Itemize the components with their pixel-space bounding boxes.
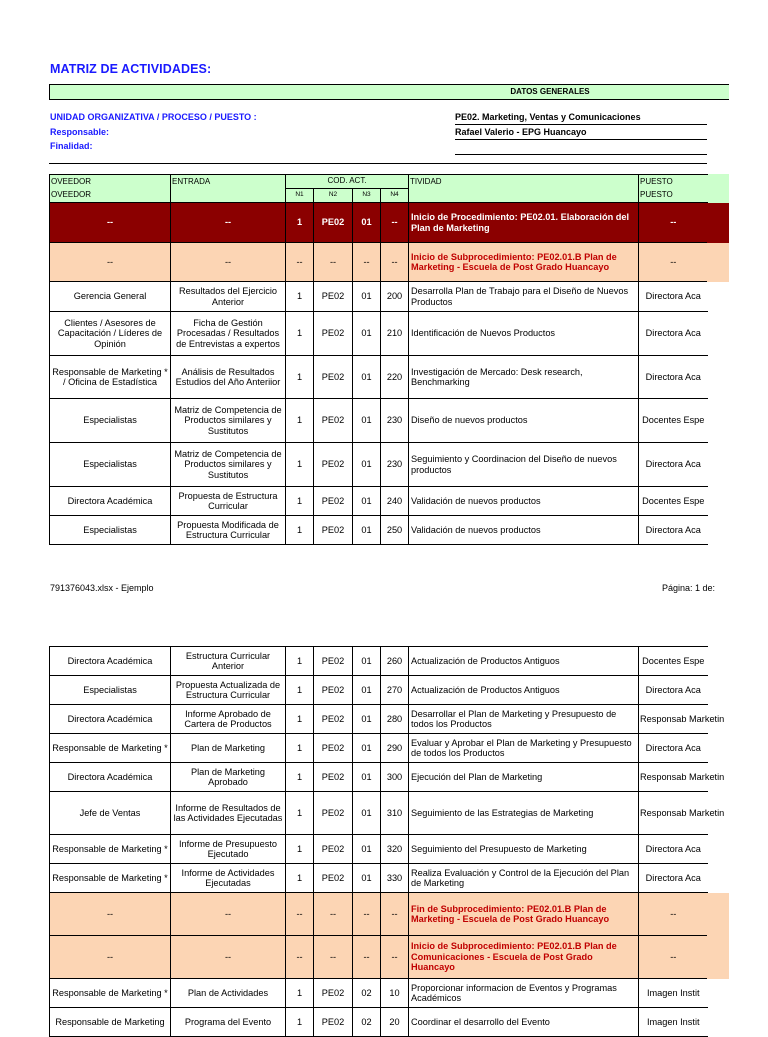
table-row [50,676,708,705]
proveedor-cell: Clientes / Asesores de Capacitación / Líderes de Opinión [50,312,171,356]
puesto-cell: Directora Aca [639,734,708,763]
n4-cell: 280 [381,705,409,734]
n2-cell: PE02 [314,1008,353,1037]
header-n4: N4 [381,189,409,203]
puesto-cell: Directora Aca [639,356,708,399]
n2-cell: PE02 [314,443,353,487]
responsable-value: Rafael Valerio - EPG Huancayo [455,127,587,137]
n4-cell: 240 [381,487,409,516]
header-n3: N3 [353,189,381,203]
n3-cell: 01 [353,676,381,705]
n3-cell: 01 [353,763,381,792]
n2-cell: PE02 [314,792,353,835]
puesto-cell: Directora Aca [639,312,708,356]
puesto-cell: Directora Aca [639,443,708,487]
n4-cell: -- [381,243,409,282]
n3-cell: 01 [353,792,381,835]
n4-cell: 270 [381,676,409,705]
n4-cell: 20 [381,1008,409,1037]
n2-cell: PE02 [314,312,353,356]
table-row [50,399,708,443]
proveedor-cell: Jefe de Ventas [50,792,171,835]
table-row [50,936,708,979]
n2-cell: PE02 [314,864,353,893]
actividad-cell: Seguimiento de las Estrategias de Marketing [409,792,639,835]
proveedor-cell: -- [50,203,171,243]
unidad-value: PE02. Marketing, Ventas y Comunicaciones [455,112,641,122]
actividad-cell: Investigación de Mercado: Desk research, Benchmarking [409,356,639,399]
header-entrada: ENTRADA [171,175,286,189]
n3-cell: 02 [353,979,381,1008]
entrada-cell: Plan de Marketing [171,734,286,763]
n3-cell: -- [353,243,381,282]
puesto-cell: Imagen Instit [639,979,708,1008]
table-row [50,203,708,243]
actividad-cell: Inicio de Subprocedimiento: PE02.01.B Plan de Marketing - Escuela de Post Grado Huancayo [409,243,639,282]
actividad-cell: Fin de Subprocedimiento: PE02.01.B Plan de Marketing - Escuela de Post Grado Huancayo [409,893,639,936]
n2-cell: PE02 [314,763,353,792]
actividad-cell: Evaluar y Aprobar el Plan de Marketing y Presupuesto de todos los Productos [409,734,639,763]
proveedor-cell: Responsable de Marketing * [50,835,171,864]
proveedor-cell: Especialistas [50,676,171,705]
n3-cell: 01 [353,487,381,516]
n3-cell: 02 [353,1008,381,1037]
entrada-cell: Informe de Actividades Ejecutadas [171,864,286,893]
puesto-cell: Responsab Marketin [639,763,708,792]
header-puesto: PUESTO [639,175,708,189]
n4-cell: -- [381,936,409,979]
n2-cell: PE02 [314,356,353,399]
n1-cell: 1 [286,487,314,516]
actividad-cell: Desarrolla Plan de Trabajo para el Diseño de Nuevos Productos [409,282,639,312]
puesto-cell: Responsab Marketin [639,792,708,835]
actividad-cell: Validación de nuevos productos [409,487,639,516]
puesto-cell: -- [639,243,708,282]
puesto-cell: Directora Aca [639,835,708,864]
divider [455,139,707,140]
entrada-cell: Programa del Evento [171,1008,286,1037]
n1-cell: 1 [286,835,314,864]
header-entrada-blank [171,189,286,203]
proveedor-cell: -- [50,243,171,282]
n4-cell: 230 [381,443,409,487]
n1-cell: 1 [286,864,314,893]
proveedor-cell: -- [50,893,171,936]
proveedor-cell: Especialistas [50,516,171,545]
table-row [50,282,708,312]
n1-cell: 1 [286,979,314,1008]
n1-cell: 1 [286,282,314,312]
n4-cell: 310 [381,792,409,835]
n3-cell: -- [353,893,381,936]
n2-cell: PE02 [314,676,353,705]
n1-cell: 1 [286,312,314,356]
n3-cell: 01 [353,835,381,864]
entrada-cell: Ficha de Gestión Procesadas / Resultados de Entrevistas a expertos [171,312,286,356]
n3-cell: 01 [353,516,381,545]
n1-cell: -- [286,243,314,282]
entrada-cell: Análisis de Resultados Estudios del Año Anteriior [171,356,286,399]
table-row [50,1008,708,1037]
n2-cell: PE02 [314,516,353,545]
header-actividad-blank [409,189,639,203]
actividad-cell: Coordinar el desarrollo del Evento [409,1008,639,1037]
page-title: MATRIZ DE ACTIVIDADES: [50,62,212,76]
n2-cell: PE02 [314,979,353,1008]
row-edge-strip [707,893,729,936]
table-row [50,356,708,399]
table-row [50,443,708,487]
n2-cell: PE02 [314,734,353,763]
header-puesto-2: PUESTO [639,189,708,203]
n1-cell: -- [286,936,314,979]
n4-cell: 10 [381,979,409,1008]
header-n2: N2 [314,189,353,203]
n4-cell: 300 [381,763,409,792]
n4-cell: 210 [381,312,409,356]
proveedor-cell: Responsable de Marketing * [50,864,171,893]
entrada-cell: Propuesta de Estructura Curricular [171,487,286,516]
proveedor-cell: Responsable de Marketing [50,1008,171,1037]
entrada-cell: Resultados del Ejercicio Anterior [171,282,286,312]
n3-cell: -- [353,936,381,979]
table-row [50,647,708,676]
actividad-cell: Proporcionar informacion de Eventos y Programas Académicos [409,979,639,1008]
entrada-cell: -- [171,203,286,243]
proveedor-cell: Responsable de Marketing * [50,979,171,1008]
proveedor-cell: Directora Académica [50,487,171,516]
actividad-cell: Actualización de Productos Antiguos [409,676,639,705]
n1-cell: 1 [286,356,314,399]
proveedor-cell: Responsable de Marketing * / Oficina de Estadística [50,356,171,399]
table-row [50,864,708,893]
n3-cell: 01 [353,203,381,243]
n2-cell: PE02 [314,203,353,243]
n2-cell: PE02 [314,647,353,676]
entrada-cell: Propuesta Actualizada de Estructura Curricular [171,676,286,705]
puesto-cell: -- [639,936,708,979]
n4-cell: 320 [381,835,409,864]
proveedor-cell: Gerencia General [50,282,171,312]
n3-cell: 01 [353,734,381,763]
puesto-cell: -- [639,203,708,243]
actividad-cell: Inicio de Procedimiento: PE02.01. Elaboración del Plan de Marketing [409,203,639,243]
n1-cell: 1 [286,734,314,763]
entrada-cell: Matriz de Competencia de Productos similares y Sustitutos [171,443,286,487]
entrada-cell: -- [171,243,286,282]
table-row [50,243,708,282]
n1-cell: 1 [286,647,314,676]
actividad-cell: Seguimiento del Presupuesto de Marketing [409,835,639,864]
puesto-cell: Imagen Instit [639,1008,708,1037]
n4-cell: 220 [381,356,409,399]
datos-generales-bar [49,84,729,100]
n3-cell: 01 [353,705,381,734]
entrada-cell: Informe Aprobado de Cartera de Productos [171,705,286,734]
actividad-cell: Diseño de nuevos productos [409,399,639,443]
n4-cell: 260 [381,647,409,676]
puesto-cell: Docentes Espe [639,399,708,443]
n2-cell: PE02 [314,399,353,443]
n3-cell: 01 [353,864,381,893]
entrada-cell: Informe de Presupuesto Ejecutado [171,835,286,864]
n1-cell: 1 [286,792,314,835]
n2-cell: PE02 [314,282,353,312]
header-strip [707,174,729,204]
actividad-cell: Realiza Evaluación y Control de la Ejecución del Plan de Marketing [409,864,639,893]
puesto-cell: Directora Aca [639,516,708,545]
n3-cell: 01 [353,399,381,443]
n2-cell: PE02 [314,705,353,734]
entrada-cell: Matriz de Competencia de Productos similares y Sustitutos [171,399,286,443]
table-row [50,705,708,734]
row-edge-strip [707,936,729,979]
n4-cell: -- [381,203,409,243]
proveedor-cell: Responsable de Marketing * [50,734,171,763]
puesto-cell: Docentes Espe [639,487,708,516]
divider [455,124,707,125]
table-row [50,763,708,792]
puesto-cell: Docentes Espe [639,647,708,676]
n1-cell: 1 [286,763,314,792]
actividad-cell: Desarrollar el Plan de Marketing y Presupuesto de todos los Productos [409,705,639,734]
divider [49,163,707,164]
activities-table-page-2 [49,646,725,1037]
puesto-cell: Directora Aca [639,676,708,705]
n2-cell: PE02 [314,487,353,516]
n1-cell: 1 [286,1008,314,1037]
n1-cell: 1 [286,676,314,705]
actividad-cell: Ejecución del Plan de Marketing [409,763,639,792]
table-row [50,516,708,545]
entrada-cell: Plan de Actividades [171,979,286,1008]
activities-table-page-1 [49,174,708,545]
n3-cell: 01 [353,443,381,487]
proveedor-cell: Directora Académica [50,647,171,676]
footer-page: Página: 1 de: [662,583,716,593]
n1-cell: 1 [286,443,314,487]
divider [455,154,707,155]
entrada-cell: Propuesta Modificada de Estructura Curricular [171,516,286,545]
puesto-cell: Responsab Marketin [639,705,708,734]
n3-cell: 01 [353,356,381,399]
entrada-cell: Estructura Curricular Anterior [171,647,286,676]
puesto-cell: Directora Aca [639,864,708,893]
header-cod-act: COD. ACT. [286,175,409,189]
table-row [50,979,708,1008]
table-row [50,893,708,936]
proveedor-cell: Directora Académica [50,705,171,734]
actividad-cell: Seguimiento y Coordinacion del Diseño de nuevos productos [409,443,639,487]
n3-cell: 01 [353,312,381,356]
header-proveedor: OVEEDOR [50,175,171,189]
table-row [50,312,708,356]
n2-cell: -- [314,893,353,936]
actividad-cell: Actualización de Productos Antiguos [409,647,639,676]
n1-cell: 1 [286,399,314,443]
n2-cell: PE02 [314,835,353,864]
header-proveedor-2: OVEEDOR [50,189,171,203]
n2-cell: -- [314,243,353,282]
n3-cell: 01 [353,282,381,312]
entrada-cell: Plan de Marketing Aprobado [171,763,286,792]
header-n1: N1 [286,189,314,203]
entrada-cell: -- [171,893,286,936]
n1-cell: 1 [286,705,314,734]
row-edge-strip [707,203,729,243]
table-row [50,487,708,516]
proveedor-cell: Directora Académica [50,763,171,792]
n4-cell: 290 [381,734,409,763]
n4-cell: 200 [381,282,409,312]
header-actividad: TIVIDAD [409,175,639,189]
table-row [50,792,708,835]
entrada-cell: -- [171,936,286,979]
n1-cell: -- [286,893,314,936]
footer-filename: 791376043.xlsx - Ejemplo [50,583,154,593]
proveedor-cell: Especialistas [50,399,171,443]
finalidad-label: Finalidad: [50,141,93,151]
row-edge-strip [707,243,729,282]
n2-cell: -- [314,936,353,979]
proveedor-cell: Especialistas [50,443,171,487]
actividad-cell: Identificación de Nuevos Productos [409,312,639,356]
actividad-cell: Inicio de Subprocedimiento: PE02.01.B Plan de Comunicaciones - Escuela de Post Grado Huancayo [409,936,639,979]
unidad-label: UNIDAD ORGANIZATIVA / PROCESO / PUESTO : [50,112,257,122]
responsable-label: Responsable: [50,127,110,137]
proveedor-cell: -- [50,936,171,979]
table-row [50,734,708,763]
n4-cell: 250 [381,516,409,545]
n4-cell: 330 [381,864,409,893]
actividad-cell: Validación de nuevos productos [409,516,639,545]
datos-generales-label: DATOS GENERALES [510,87,590,96]
puesto-cell: Directora Aca [639,282,708,312]
n1-cell: 1 [286,203,314,243]
n4-cell: -- [381,893,409,936]
entrada-cell: Informe de Resultados de las Actividades Ejecutadas [171,792,286,835]
n3-cell: 01 [353,647,381,676]
puesto-cell: -- [639,893,708,936]
table-row [50,835,708,864]
n4-cell: 230 [381,399,409,443]
n1-cell: 1 [286,516,314,545]
